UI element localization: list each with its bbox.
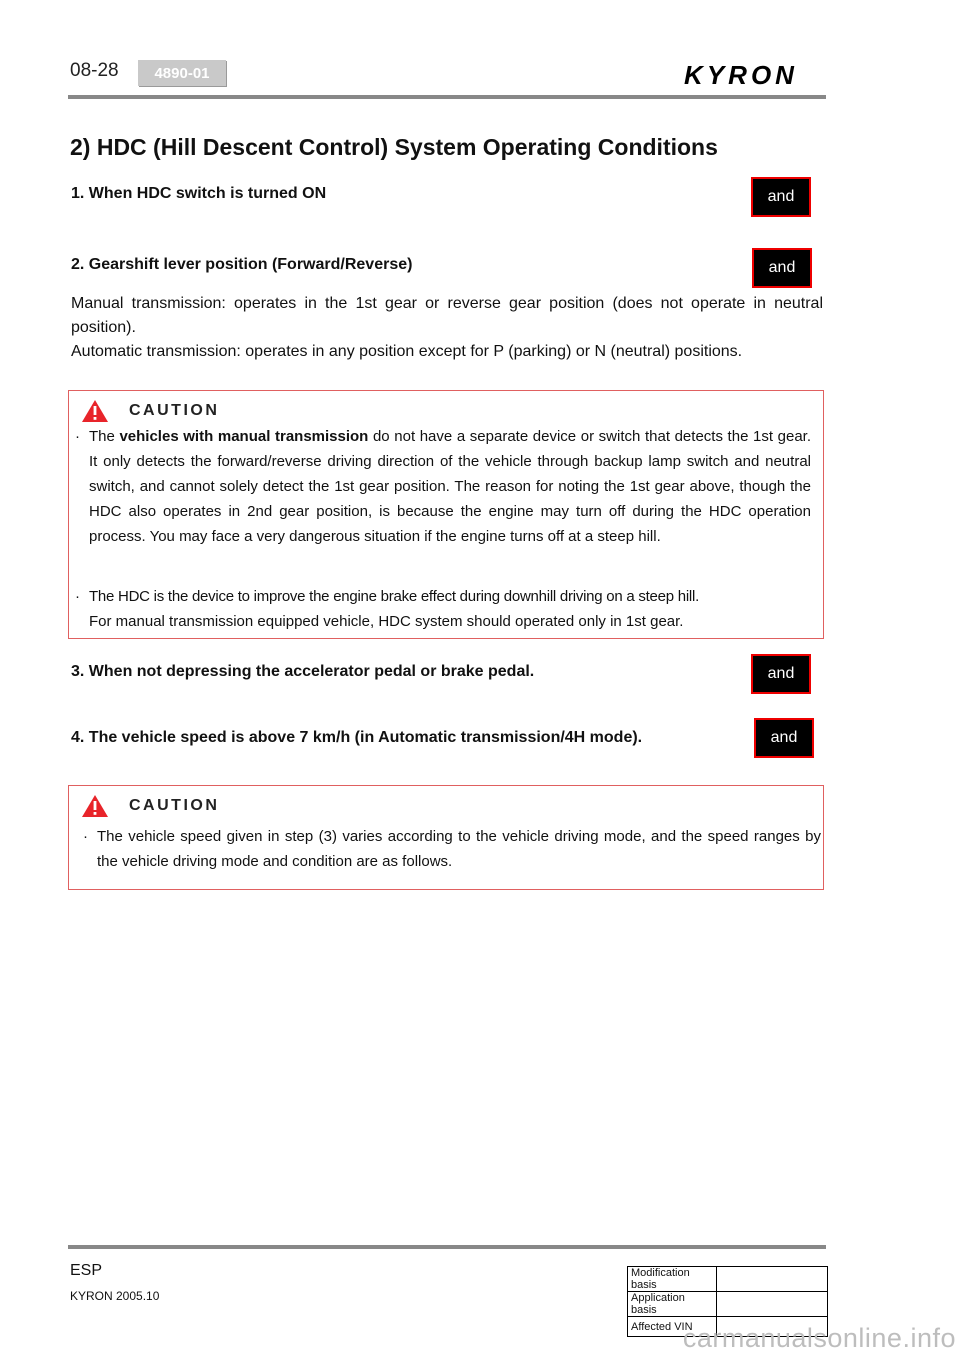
manual-transmission-note: Manual transmission: operates in the 1st gear or reverse gear position (does not operate in neutral position).	[71, 295, 823, 336]
caution-1-bullet-2	[75, 584, 819, 634]
step-3: 3. When not depressing the accelerator pedal or brake pedal.	[71, 663, 535, 680]
bullet-2-line-1: The HDC is the device to improve the engine brake effect during downhill driving on a steep hill.	[89, 588, 699, 605]
warning-triangle-icon	[81, 794, 109, 818]
caution-label: CAUTION	[129, 797, 220, 814]
affected-vin-label: Affected VIN	[628, 1317, 717, 1337]
application-basis-value	[717, 1292, 828, 1317]
table-row	[628, 1267, 828, 1292]
application-basis-label: Application basis	[628, 1292, 717, 1317]
footer-rule	[68, 1245, 826, 1249]
caution-heading-1	[81, 399, 219, 423]
footer-version: KYRON 2005.10	[70, 1289, 160, 1303]
bullet-dot: ·	[75, 588, 80, 605]
and-badge-1: and	[751, 177, 811, 217]
warning-triangle-icon	[81, 399, 109, 423]
step-2: 2. Gearshift lever position (Forward/Reverse)	[71, 256, 413, 273]
modification-basis-label: Modification basis	[628, 1267, 717, 1292]
caution-2-bullet	[83, 824, 821, 874]
footer-section: ESP	[70, 1262, 103, 1279]
brand-logo-text: KYRON	[684, 60, 798, 90]
and-badge-4: and	[754, 718, 814, 758]
caution-box-2	[68, 785, 824, 890]
caution-label: CAUTION	[129, 402, 220, 419]
table-row	[628, 1292, 828, 1317]
header-rule	[68, 95, 826, 99]
bullet-1-rest: do not have a separate device or switch that detects the 1st gear. It only detects the forward/reverse driving direction of the vehicle through backup lamp switch and neutral switch, and cannot solely detect the 1st gear position. The reason for noting the 1st gear above, though the HDC also operates in 2nd gear position, is because the engine may turn off during the HDC operation process. You may face a very dangerous situation if the engine turns off at a steep hill.	[89, 428, 811, 545]
bullet-dot: ·	[75, 428, 80, 445]
caution-box-1	[68, 390, 824, 639]
bullet-dot: ·	[83, 828, 88, 845]
step-4: 4. The vehicle speed is above 7 km/h (in Automatic transmission/4H mode).	[71, 729, 643, 746]
caution-2-text: The vehicle speed given in step (3) varies according to the vehicle driving mode, and the speed ranges by the vehicle driving mode and condition are as follows.	[97, 828, 821, 870]
caution-heading-2	[81, 794, 219, 818]
kyron-logo	[655, 60, 827, 90]
and-badge-3: and	[751, 654, 811, 694]
and-badge-2: and	[752, 248, 812, 288]
modification-basis-value	[717, 1267, 828, 1292]
bullet-2-line-2: For manual transmission equipped vehicle, HDC system should operated only in 1st gear.	[89, 613, 684, 630]
step-1: 1. When HDC switch is turned ON	[71, 185, 327, 202]
automatic-transmission-note: Automatic transmission: operates in any position except for P (parking) or N (neutral) positions.	[71, 343, 743, 360]
bullet-1-prefix: The	[89, 428, 120, 445]
section-title: 2) HDC (Hill Descent Control) System Operating Conditions	[70, 134, 718, 160]
watermark: carmanualsonline.info	[682, 1323, 956, 1353]
bullet-1-emphasis: vehicles with manual transmission	[119, 428, 369, 445]
caution-1-bullet-1	[75, 424, 811, 549]
page-number: 08-28	[70, 60, 119, 81]
section-code-badge: 4890-01	[138, 60, 226, 86]
